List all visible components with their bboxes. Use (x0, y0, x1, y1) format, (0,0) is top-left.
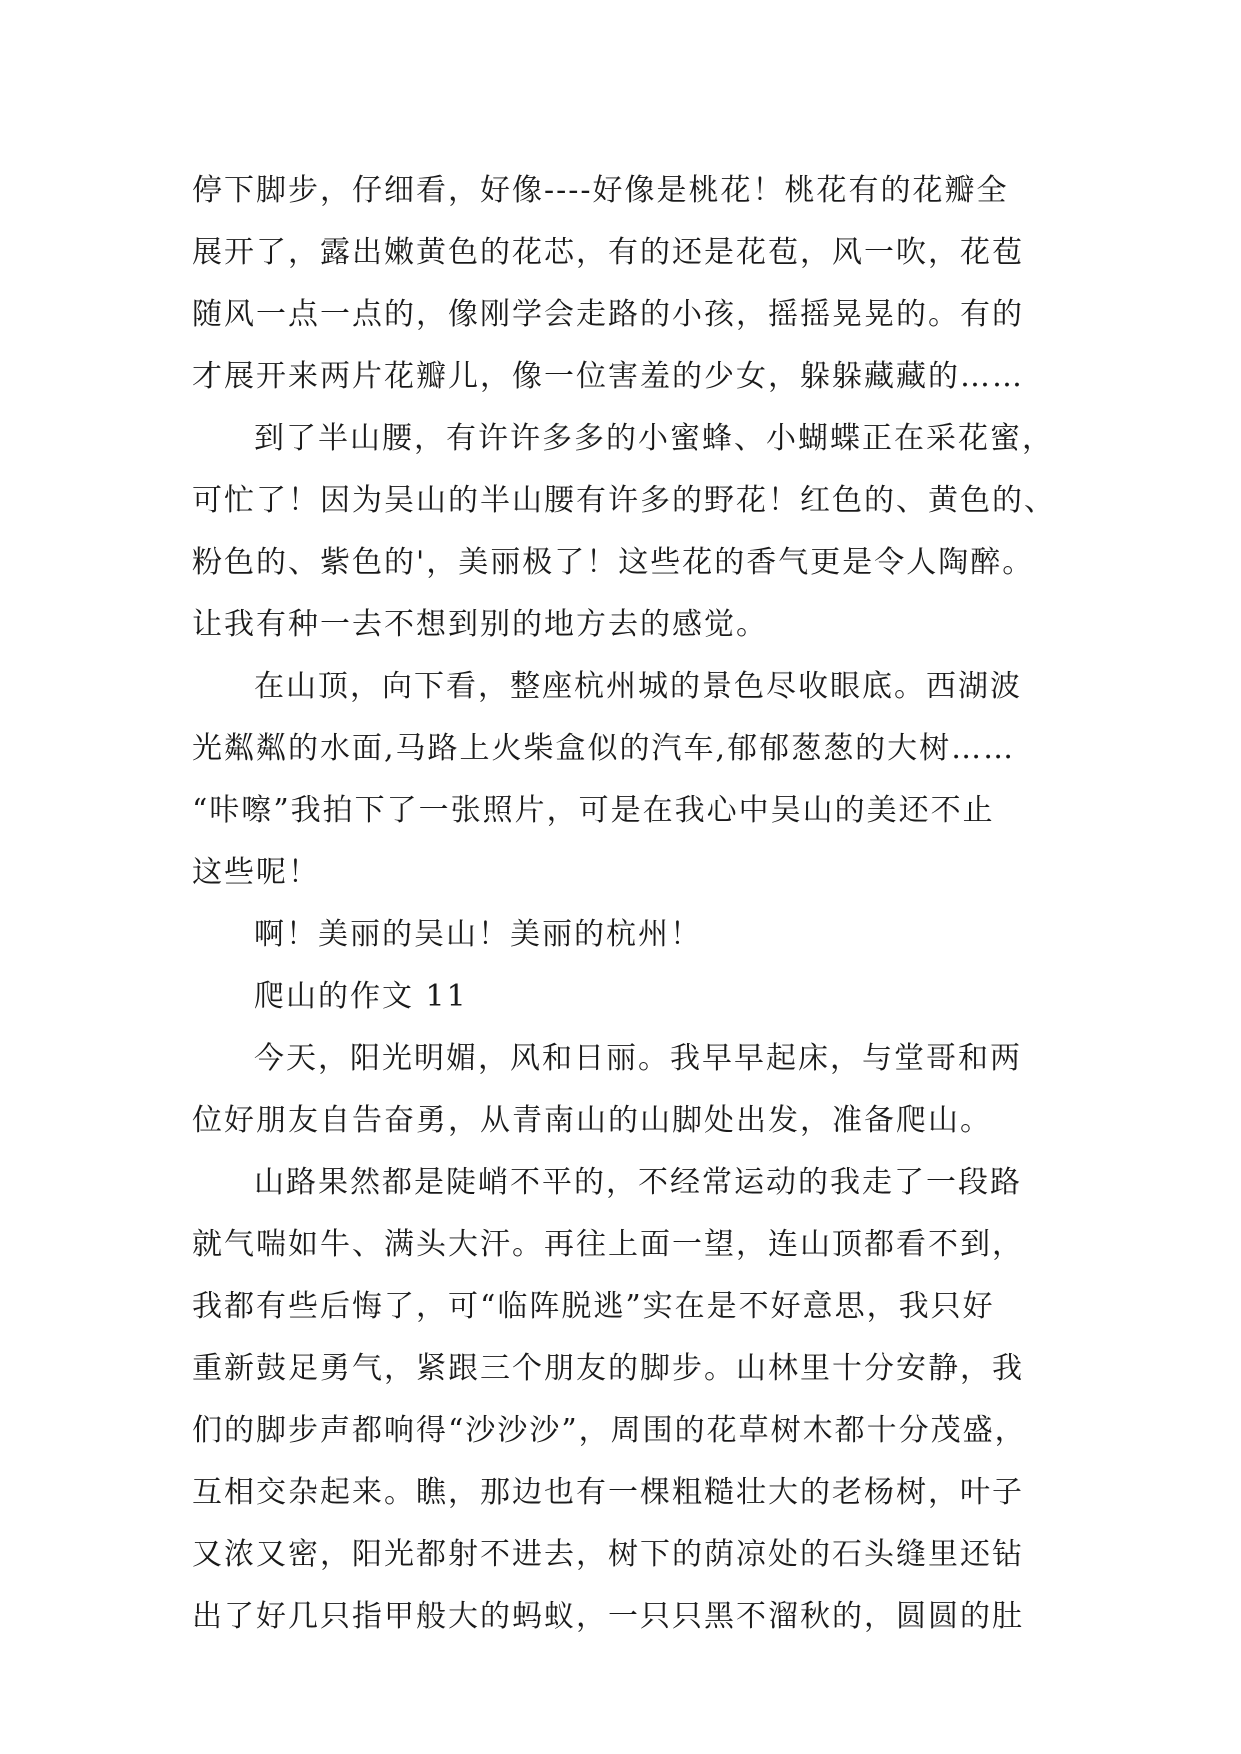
paragraph-start-line: 啊！美丽的吴山！美丽的杭州！ (254, 917, 702, 952)
paragraph-start-line: 在山顶，向下看，整座杭州城的景色尽收眼底。西湖波 (254, 669, 1022, 704)
text-line: 可忙了！因为吴山的半山腰有许多的野花！红色的、黄色的、 (192, 483, 1056, 518)
text-line: 光粼粼的水面,马路上火柴盒似的汽车,郁郁葱葱的大树…… (192, 731, 1016, 766)
essay-text (192, 160, 1062, 1648)
text-line: 们的脚步声都响得“沙沙沙”，周围的花草树木都十分茂盛， (192, 1413, 1027, 1448)
text-line: 位好朋友自告奋勇，从青南山的山脚处出发，准备爬山。 (192, 1103, 992, 1138)
text-line: 就气喘如牛、满头大汗。再往上面一望，连山顶都看不到， (192, 1227, 1024, 1262)
paragraph-start-line: 今天，阳光明媚，风和日丽。我早早起床，与堂哥和两 (254, 1041, 1022, 1076)
text-line: 粉色的、紫色的'，美丽极了！这些花的香气更是令人陶醉。 (192, 545, 1035, 580)
text-line: 停下脚步，仔细看，好像----好像是桃花！桃花有的花瓣全 (192, 173, 1009, 208)
text-line: 这些呢！ (192, 855, 320, 890)
paragraph-start-line: 到了半山腰，有许许多多的小蜜蜂、小蝴蝶正在采花蜜， (254, 421, 1054, 456)
text-line: 随风一点一点的，像刚学会走路的小孩，摇摇晃晃的。有的 (192, 297, 1024, 332)
text-line: 互相交杂起来。瞧，那边也有一棵粗糙壮大的老杨树，叶子 (192, 1475, 1024, 1510)
text-line: 重新鼓足勇气，紧跟三个朋友的脚步。山林里十分安静，我 (192, 1351, 1024, 1386)
text-line: 展开了，露出嫩黄色的花芯，有的还是花苞，风一吹，花苞 (192, 235, 1024, 270)
text-line: 让我有种一去不想到别的地方去的感觉。 (192, 607, 768, 642)
paragraph-start-line: 山路果然都是陡峭不平的，不经常运动的我走了一段路 (254, 1165, 1022, 1200)
text-line: 我都有些后悔了，可“临阵脱逃”实在是不好意思，我只好 (192, 1289, 995, 1324)
text-line: 才展开来两片花瓣儿，像一位害羞的少女，躲躲藏藏的…… (192, 359, 1024, 394)
text-line: 出了好几只指甲般大的蚂蚁，一只只黑不溜秋的，圆圆的肚 (192, 1599, 1024, 1634)
section-heading: 爬山的作文 11 (254, 979, 468, 1014)
text-line: “咔嚓”我拍下了一张照片，可是在我心中吴山的美还不止 (192, 793, 995, 828)
text-line: 又浓又密，阳光都射不进去，树下的荫凉处的石头缝里还钻 (192, 1537, 1024, 1572)
